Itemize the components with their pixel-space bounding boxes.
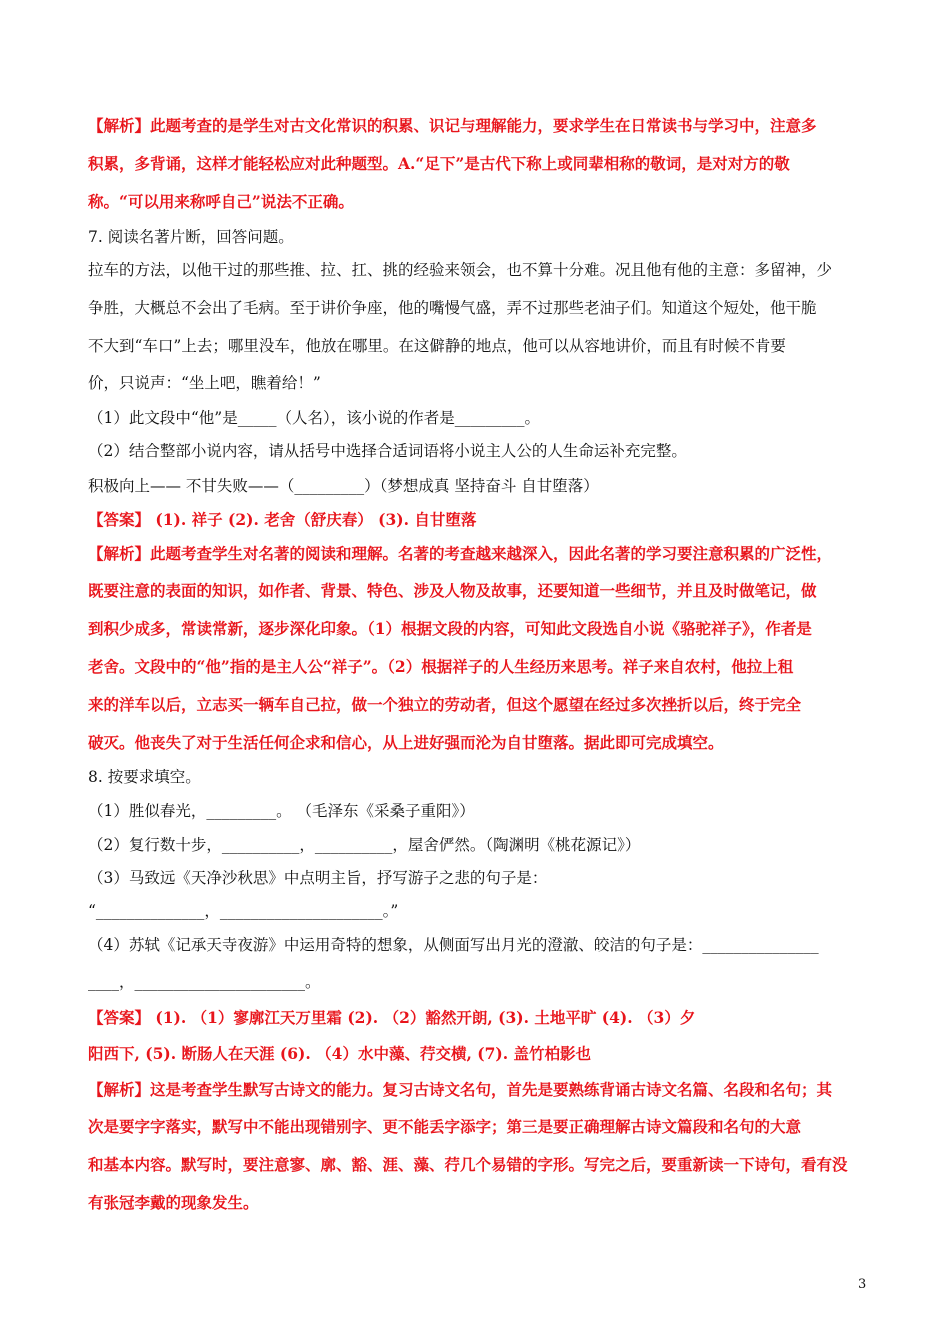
- text-line: （2）结合整部小说内容，请从括号中选择合适词语将小说主人公的人生命运补充完整。: [88, 442, 687, 460]
- text-line: 次是要字字落实，默写中不能出现错别字、更不能丢字添字；第三是要正确理解古诗文篇段和名句的大意: [88, 1117, 802, 1136]
- text-line: 【解析】此题考查的是学生对古文化常识的积累、识记与理解能力，要求学生在日常读书与学习中，注意多: [88, 116, 817, 135]
- text-line: 有张冠李戴的现象发生。: [88, 1193, 259, 1212]
- text-line: 【解析】这是考查学生默写古诗文的能力。复习古诗文名句，首先是要熟练背诵古诗文名篇、名段和名句；其: [88, 1080, 833, 1099]
- text-line: 【答案】 (1). （1）寥廓江天万里霜 (2). （2）豁然开朗, (3). 土地平旷 (4). （3）夕: [88, 1008, 696, 1027]
- text-line: 不大到“车口”上去；哪里没车，他放在哪里。在这僻静的地点，他可以从容地讲价，而且有时候不肯要: [88, 337, 786, 355]
- text-line: 既要注意的表面的知识，如作者、背景、特色、涉及人物及故事，还要知道一些细节，并且及时做笔记，做: [88, 581, 817, 600]
- text-line: 老舍。文段中的“他”指的是主人公“祥子”。（2）根据祥子的人生经历来思考。祥子来自农村，他拉上租: [88, 657, 794, 676]
- text-line: 积累，多背诵，这样才能轻松应对此种题型。A.“足下”是古代下称上或同辈相称的敬词，是对对方的敬: [88, 154, 790, 173]
- text-line: 【答案】 (1). 祥子 (2). 老舍（舒庆春） (3). 自甘堕落: [88, 510, 477, 529]
- text-line: ____，______________________。: [88, 973, 321, 991]
- text-line: （2）复行数十步，__________，__________，屋舍俨然。（陶渊明《桃花源记》）: [88, 836, 641, 854]
- text-line: 到积少成多，常读常新，逐步深化印象。（1）根据文段的内容，可知此文段选自小说《骆驼祥子》，作者是: [88, 619, 812, 638]
- text-line: 来的洋车以后，立志买一辆车自己拉，做一个独立的劳动者，但这个愿望在经过多次挫折以后，终于完全: [88, 695, 802, 714]
- page-number: 3: [858, 1277, 867, 1292]
- text-line: 7. 阅读名著片断，回答问题。: [88, 228, 294, 246]
- text-line: 称。“可以用来称呼自己”说法不正确。: [88, 192, 354, 211]
- text-line: 拉车的方法，以他干过的那些推、拉、扛、挑的经验来领会，也不算十分难。况且他有他的主意：多留神，少: [88, 261, 833, 279]
- text-line: （1）胜似春光，_________。 （毛泽东《采桑子重阳》）: [88, 802, 475, 820]
- text-line: 阳西下, (5). 断肠人在天涯 (6). （4）水中藻、荇交横, (7). 盖竹柏影也: [88, 1044, 592, 1063]
- text-line: 争胜，大概总不会出了毛病。至于讲价争座，他的嘴慢气盛，弄不过那些老油子们。知道这个短处，他干脆: [88, 299, 817, 317]
- text-line: 和基本内容。默写时，要注意寥、廓、豁、涯、藻、荇几个易错的字形。写完之后，要重新读一下诗句，看有没: [88, 1155, 848, 1174]
- text-line: “______________，_____________________。”: [88, 902, 399, 920]
- text-line: 8. 按要求填空。: [88, 768, 201, 786]
- text-line: 积极向上—— 不甘失败——（_________）（梦想成真 坚持奋斗 自甘堕落）: [88, 477, 599, 495]
- text-line: 价，只说声：“坐上吧，瞧着给！”: [88, 374, 321, 392]
- text-line: （3）马致远《天净沙秋思》中点明主旨，抒写游子之悲的句子是：: [88, 869, 548, 887]
- text-line: （4）苏轼《记承天寺夜游》中运用奇特的想象，从侧面写出月光的澄澈、皎洁的句子是：_______________: [88, 936, 819, 954]
- text-line: 【解析】此题考查学生对名著的阅读和理解。名著的考查越来越深入，因此名著的学习要注意积累的广泛性，: [88, 544, 833, 563]
- text-line: 破灭。他丧失了对于生活任何企求和信心，从上进好强而沦为自甘堕落。据此即可完成填空。: [88, 733, 724, 752]
- text-line: （1）此文段中“他”是_____（人名），该小说的作者是_________。: [88, 409, 540, 427]
